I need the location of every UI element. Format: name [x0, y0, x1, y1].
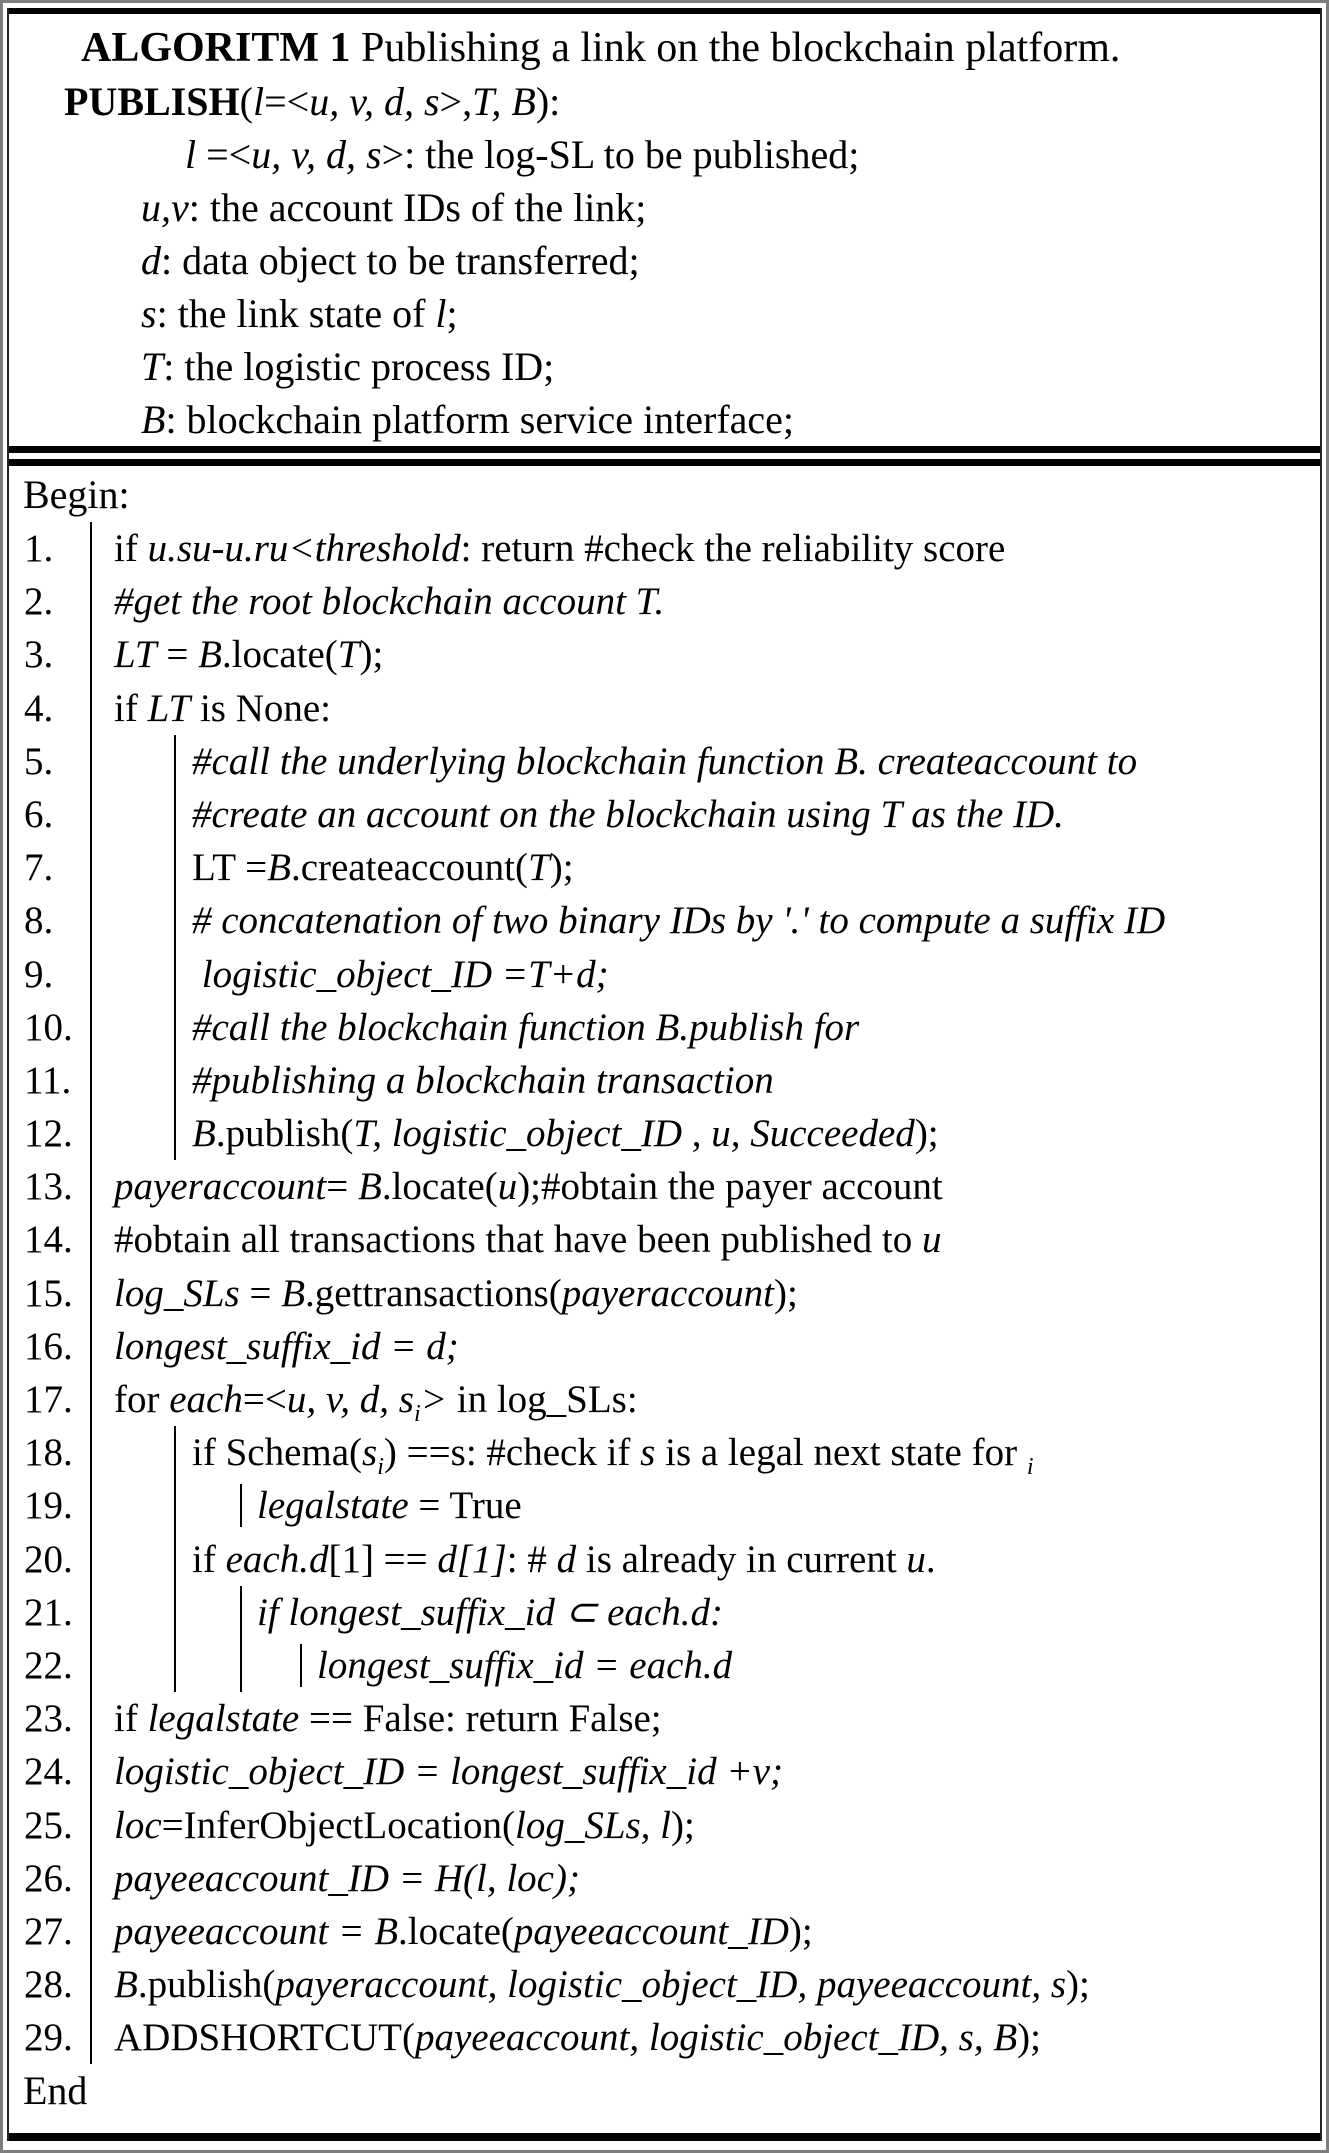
- code-segment: #call the blockchain function B.publish for: [192, 1005, 860, 1049]
- indent-guide: [240, 1639, 242, 1692]
- line-number: 29.: [24, 2016, 73, 2060]
- code-segment: : blockchain platform service interface;: [165, 397, 795, 442]
- indent-guide: [240, 1586, 242, 1639]
- indent-guide: [174, 735, 176, 788]
- code-line: [9, 841, 1320, 894]
- code-segment: payeeaccount, logistic_object_ID, s, B: [415, 2016, 1018, 2060]
- parameter-line: [9, 181, 1320, 234]
- line-number: 19.: [24, 1484, 73, 1528]
- code-content: [90, 1533, 1320, 1586]
- code-content: [90, 628, 1320, 681]
- code-text: [114, 575, 664, 628]
- code-content: [90, 1905, 1320, 1958]
- code-text: [192, 841, 574, 894]
- code-line: [9, 628, 1320, 681]
- code-segment: = True: [408, 1484, 522, 1528]
- code-content: [90, 2011, 1320, 2064]
- code-text: [257, 1479, 522, 1532]
- code-segment: loc: [114, 1803, 162, 1847]
- indent-guide: [300, 1644, 302, 1687]
- code-segment: l: [185, 132, 197, 177]
- code-lines: [9, 522, 1320, 2064]
- code-segment: : data object to be transferred;: [161, 238, 640, 283]
- indent-guide: [174, 1479, 176, 1532]
- indent-guide: [174, 1533, 176, 1586]
- code-segment: PUBLISH: [64, 79, 240, 124]
- code-segment: payeraccount, logistic_object_ID, payeeaccount, s: [275, 1963, 1067, 2007]
- line-number: 27.: [24, 1909, 73, 1953]
- code-text: [114, 1692, 662, 1745]
- code-segment: (: [239, 79, 253, 124]
- code-segment: B: [192, 1112, 216, 1156]
- code-line: [9, 1586, 1320, 1639]
- indent-guide: [174, 1639, 176, 1692]
- code-segment: #publishing a blockchain transaction: [192, 1058, 774, 1102]
- code-line: [9, 1426, 1320, 1479]
- code-segment: ;: [446, 291, 458, 336]
- line-number: 12.: [24, 1112, 73, 1156]
- line-number: 3.: [24, 633, 54, 677]
- code-segment: u, v, d, s: [309, 79, 440, 124]
- code-content: [90, 841, 1320, 894]
- code-line: [9, 1001, 1320, 1054]
- code-segment: B: [141, 397, 166, 442]
- code-segment: );: [773, 1271, 798, 1315]
- indent-guide: [174, 894, 176, 947]
- code-segment: =: [156, 633, 199, 677]
- code-segment: >: the log-SL to be published;: [381, 132, 860, 177]
- algorithm-body: [9, 466, 1320, 2141]
- code-line: [9, 2011, 1320, 2064]
- code-segment: ) ==s: #check if: [383, 1431, 641, 1475]
- code-segment: payeeaccount = B: [114, 1909, 399, 1953]
- code-segment: if: [192, 1537, 226, 1581]
- code-content: [90, 1373, 1320, 1426]
- code-content: [90, 1160, 1320, 1213]
- code-text: [114, 1213, 941, 1266]
- code-text: [114, 682, 331, 735]
- code-content: [90, 1852, 1320, 1905]
- code-line: [9, 948, 1320, 1001]
- code-text: [114, 628, 383, 681]
- code-segment: );: [549, 846, 574, 890]
- code-segment: longest_suffix_id = d;: [114, 1324, 459, 1368]
- code-segment: payeraccount: [561, 1271, 774, 1315]
- code-segment: LT =: [192, 846, 268, 890]
- code-text: [114, 1852, 580, 1905]
- code-text: [114, 1320, 459, 1373]
- code-content: [90, 1213, 1320, 1266]
- code-segment: each: [169, 1378, 243, 1421]
- parameter-line: [9, 287, 1320, 340]
- indent-guide: [174, 1001, 176, 1054]
- code-segment: [1] ==: [328, 1537, 438, 1581]
- code-content: [90, 948, 1320, 1001]
- code-segment: == False: return False;: [299, 1697, 662, 1741]
- code-segment: ,: [682, 1112, 712, 1156]
- code-segment: is already in current: [576, 1537, 907, 1581]
- code-segment: );: [359, 633, 384, 677]
- code-line: [9, 788, 1320, 841]
- code-segment: B: [267, 846, 291, 890]
- code-segment: =<: [264, 79, 310, 124]
- code-segment: B: [114, 1963, 138, 2007]
- code-content: [90, 735, 1320, 788]
- code-segment: log_SLs, l: [514, 1803, 672, 1847]
- code-text: [114, 1905, 813, 1958]
- indent-guide: [174, 788, 176, 841]
- code-content: [90, 1054, 1320, 1107]
- line-number: 8.: [24, 899, 54, 943]
- code-segment: longest_suffix_id = each.d: [317, 1643, 733, 1687]
- code-line: [9, 1533, 1320, 1586]
- code-text: [192, 948, 609, 1001]
- line-number: 2.: [24, 580, 54, 624]
- code-segment: u, Succeeded: [711, 1112, 915, 1156]
- code-segment: );: [1017, 2016, 1041, 2060]
- code-segment: .: [925, 1537, 936, 1581]
- code-segment: .createaccount(: [290, 846, 529, 890]
- code-segment: is None:: [190, 686, 332, 730]
- code-segment: T: [528, 846, 550, 890]
- code-segment: logistic_object_ID =T+d;: [192, 952, 609, 996]
- code-text: [114, 1745, 783, 1798]
- code-content: [90, 1479, 1320, 1532]
- code-segment: in log_SLs:: [447, 1378, 638, 1421]
- parameter-line: [9, 128, 1320, 181]
- code-text: [114, 2011, 1041, 2064]
- code-segment: );: [671, 1803, 695, 1847]
- code-segment: if Schema(: [192, 1431, 363, 1475]
- code-text: [192, 1426, 1034, 1479]
- code-line: [9, 1267, 1320, 1320]
- code-line: [9, 682, 1320, 735]
- code-segment: );: [788, 1909, 813, 1953]
- code-segment: ):: [535, 79, 561, 124]
- code-segment: for: [114, 1378, 170, 1421]
- code-line: [9, 1745, 1320, 1798]
- code-segment: logistic_object_ID = longest_suffix_id +v;: [114, 1750, 783, 1794]
- code-text: [192, 788, 1064, 841]
- code-segment: payeeaccount_ID = H(l, loc);: [114, 1856, 580, 1900]
- code-text: [192, 735, 1137, 788]
- line-number: 11.: [24, 1058, 72, 1102]
- code-segment: T, B: [472, 79, 536, 124]
- code-segment: if longest_suffix_id ⊂ each.d:: [257, 1590, 723, 1634]
- code-text: [257, 1586, 723, 1639]
- code-segment: d[1]: [437, 1537, 507, 1581]
- bottom-rule: [9, 2133, 1320, 2141]
- code-text: [192, 1001, 859, 1054]
- line-number: 16.: [24, 1324, 73, 1368]
- code-line: [9, 1905, 1320, 1958]
- code-line: [9, 575, 1320, 628]
- code-segment: LT: [114, 633, 157, 677]
- algorithm-label: ALGORITM 1: [81, 25, 351, 71]
- code-segment: d: [556, 1537, 577, 1581]
- line-number: 26.: [24, 1856, 73, 1900]
- code-line: [9, 735, 1320, 788]
- code-text: [114, 1799, 695, 1852]
- code-segment: is a legal next state for: [655, 1431, 1027, 1475]
- code-segment: u: [921, 1218, 942, 1262]
- code-content: [90, 788, 1320, 841]
- code-segment: : #: [506, 1537, 557, 1581]
- line-number: 1.: [24, 527, 54, 570]
- code-segment: .locate(: [221, 633, 338, 677]
- begin-label: Begin:: [23, 472, 130, 517]
- code-segment: s: [362, 1431, 378, 1475]
- code-segment: .locate(: [381, 1165, 498, 1209]
- code-segment: : the link state of: [156, 291, 436, 336]
- code-line: [9, 1639, 1320, 1692]
- code-line: [9, 1213, 1320, 1266]
- code-segment: LT: [147, 686, 191, 730]
- procedure-signature: [9, 75, 1320, 128]
- code-segment: .gettransactions(: [305, 1271, 562, 1315]
- code-segment: u: [906, 1537, 926, 1581]
- code-line: [9, 1479, 1320, 1532]
- code-segment: i: [377, 1452, 384, 1480]
- line-number: 21.: [24, 1590, 73, 1634]
- code-segment: ADDSHORTCUT(: [114, 2016, 415, 2060]
- code-content: [90, 1426, 1320, 1479]
- code-segment: s: [640, 1431, 656, 1475]
- code-content: [90, 1267, 1320, 1320]
- code-segment: i: [413, 1399, 421, 1427]
- line-number: 22.: [24, 1643, 73, 1687]
- code-line: [9, 1320, 1320, 1373]
- algorithm-title: [9, 22, 1320, 75]
- code-line: [9, 1852, 1320, 1905]
- parameter-list: [9, 128, 1320, 446]
- code-segment: if: [114, 686, 148, 730]
- code-segment: );#obtain the payer account: [517, 1165, 943, 1209]
- code-segment: .publish(: [137, 1963, 276, 2007]
- end-label: End: [23, 2068, 88, 2114]
- code-text: [114, 1267, 798, 1320]
- code-segment: u,v: [141, 185, 189, 230]
- code-text: [114, 1373, 638, 1426]
- code-content: [90, 682, 1320, 735]
- code-content: [90, 1799, 1320, 1852]
- code-segment: #create an account on the blockchain using T as the ID.: [192, 792, 1064, 836]
- line-number: 20.: [24, 1537, 73, 1581]
- code-segment: l: [252, 79, 265, 124]
- algorithm-inner-frame: [7, 8, 1322, 2141]
- code-segment: # concatenation of two binary IDs by '.' to compute a suffix ID: [192, 899, 1166, 943]
- code-segment: =<: [196, 132, 252, 177]
- code-segment: if: [114, 527, 148, 570]
- code-segment: B: [281, 1271, 306, 1315]
- parameter-line: [9, 234, 1320, 287]
- line-number: 9.: [24, 952, 54, 996]
- code-text: [317, 1639, 732, 1692]
- code-segment: =: [326, 1165, 359, 1209]
- line-number: 23.: [24, 1697, 73, 1741]
- code-text: [192, 1107, 939, 1160]
- code-text: [192, 894, 1165, 947]
- code-segment: =: [239, 1271, 282, 1315]
- code-text: [192, 1533, 936, 1586]
- code-text: [192, 1054, 774, 1107]
- code-line: [9, 1958, 1320, 2011]
- code-segment: B: [198, 633, 222, 677]
- code-segment: );: [914, 1112, 939, 1156]
- code-segment: payeeaccount_ID: [513, 1909, 789, 1953]
- algorithm-header: [9, 14, 1320, 446]
- line-number: 10.: [24, 1005, 73, 1049]
- code-text: [114, 1958, 1090, 2011]
- code-line: [9, 1107, 1320, 1160]
- line-number: 6.: [24, 792, 54, 836]
- code-content: [90, 1107, 1320, 1160]
- code-segment: : the logistic process ID;: [163, 344, 555, 389]
- section-divider: [9, 446, 1320, 466]
- code-segment: #obtain all transactions that have been published to: [114, 1218, 922, 1262]
- code-segment: T: [337, 633, 360, 677]
- code-segment: s: [141, 291, 157, 336]
- indent-guide: [174, 1426, 176, 1479]
- code-segment: >,: [439, 79, 473, 124]
- code-content: [90, 1586, 1320, 1639]
- line-number: 17.: [24, 1378, 73, 1421]
- indent-guide: [174, 1054, 176, 1107]
- code-segment: .locate(: [398, 1909, 514, 1953]
- code-segment: .publish(: [215, 1112, 354, 1156]
- code-segment: legalstate: [257, 1484, 409, 1528]
- code-segment: u.su-u.ru<threshold: [147, 527, 461, 570]
- code-line: [9, 1692, 1320, 1745]
- indent-guide: [240, 1484, 242, 1527]
- code-segment: >: [420, 1378, 447, 1421]
- code-segment: =<: [242, 1378, 287, 1421]
- code-content: [90, 522, 1320, 575]
- code-segment: );: [1066, 1963, 1090, 2007]
- code-segment: i: [1026, 1452, 1034, 1480]
- code-content: [90, 894, 1320, 947]
- indent-guide: [174, 1586, 176, 1639]
- algorithm-title-text: Publishing a link on the blockchain platform.: [350, 25, 1121, 71]
- parameter-line: [9, 340, 1320, 393]
- code-line: [9, 1799, 1320, 1852]
- code-segment: u, v, d, s: [251, 132, 382, 177]
- code-content: [90, 1639, 1320, 1692]
- line-number: 7.: [24, 846, 54, 890]
- code-segment: payeraccount: [114, 1165, 327, 1209]
- line-number: 28.: [24, 1963, 73, 2007]
- code-text: [114, 522, 1005, 575]
- code-segment: log_SLs: [114, 1271, 240, 1315]
- divider-rule-top: [9, 446, 1320, 453]
- line-number: 5.: [24, 739, 54, 783]
- line-number: 25.: [24, 1803, 73, 1847]
- code-content: [90, 1320, 1320, 1373]
- code-content: [90, 1958, 1320, 2011]
- indent-guide: [174, 1107, 176, 1160]
- code-segment: d: [141, 238, 161, 283]
- line-number: 24.: [24, 1750, 73, 1794]
- code-line: [9, 522, 1320, 575]
- code-content: [90, 1692, 1320, 1745]
- code-segment: #call the underlying blockchain function B. createaccount to: [192, 739, 1138, 783]
- code-text: [114, 1160, 943, 1213]
- line-number: 18.: [24, 1431, 73, 1475]
- code-content: [90, 1745, 1320, 1798]
- code-segment: =InferObjectLocation(: [161, 1803, 515, 1847]
- line-number: 15.: [24, 1271, 73, 1315]
- code-segment: each.d: [225, 1537, 329, 1581]
- indent-guide: [174, 841, 176, 894]
- line-number: 13.: [24, 1165, 73, 1209]
- indent-guide: [174, 948, 176, 1001]
- code-line: [9, 1054, 1320, 1107]
- line-number: 4.: [24, 686, 54, 730]
- code-segment: u: [497, 1165, 518, 1209]
- code-content: [90, 1001, 1320, 1054]
- code-line: [9, 894, 1320, 947]
- code-segment: : the account IDs of the link;: [188, 185, 647, 230]
- code-segment: legalstate: [147, 1697, 300, 1741]
- code-segment: T, logistic_object_ID: [353, 1112, 682, 1156]
- line-number: 14.: [24, 1218, 73, 1262]
- code-segment: B: [358, 1165, 382, 1209]
- code-segment: #get the root blockchain account T.: [114, 580, 665, 624]
- code-line: [9, 1160, 1320, 1213]
- code-segment: T: [141, 344, 164, 389]
- divider-rule-bottom: [9, 459, 1320, 466]
- code-segment: u, v, d, s: [286, 1378, 414, 1421]
- parameter-line: [9, 393, 1320, 446]
- code-content: [90, 575, 1320, 628]
- code-segment: if: [114, 1697, 148, 1741]
- code-line: [9, 1373, 1320, 1426]
- code-segment: : return #check the reliability score: [460, 527, 1006, 570]
- code-segment: l: [435, 291, 447, 336]
